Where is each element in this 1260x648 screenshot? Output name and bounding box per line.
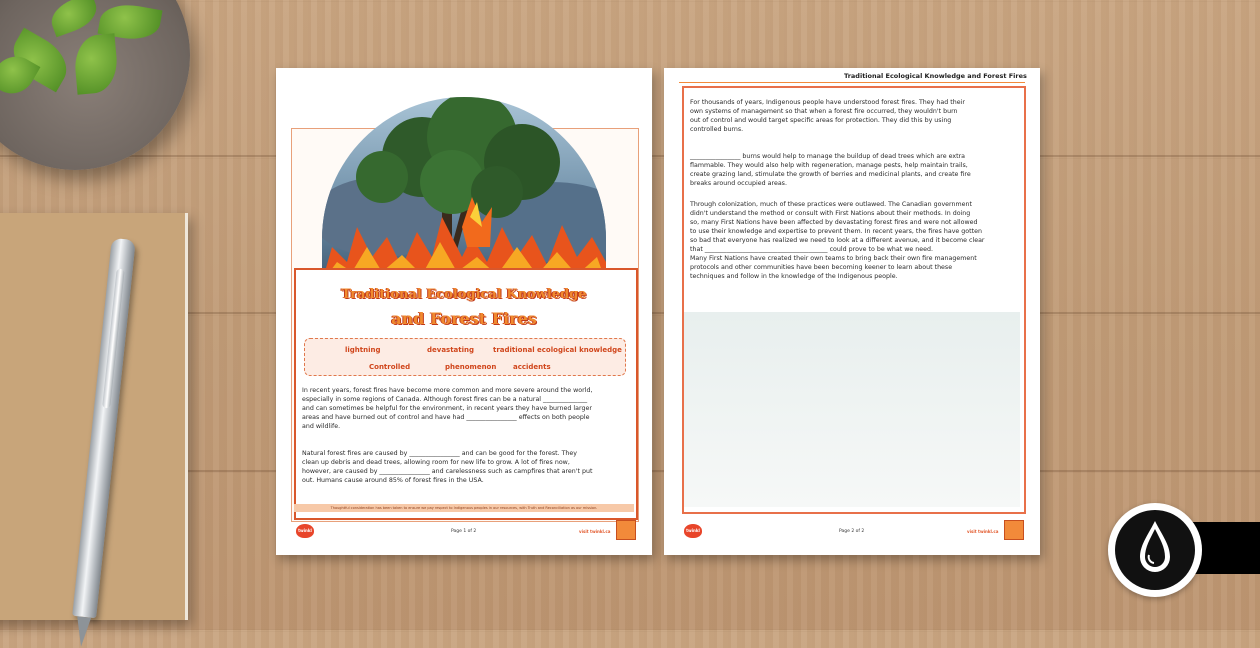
paragraph-2 [690,152,1020,188]
text-line: For thousands of years, Indigenous people have understood forest fires. They had their [690,99,965,106]
page-number: Page 1 of 2 [451,529,477,534]
paragraph-1 [690,98,1020,134]
ink-drop-badge [1108,503,1202,597]
text-line: however, are caused by ________________ and carelessness such as campfires that aren't put [302,468,593,475]
respect-note: Thoughtful consideration has been taken to ensure we pay respect to Indigenous peoples in our resources, with Truth and Reconciliation as our mission. [294,504,634,512]
website-url: visit twinkl.ca [967,529,999,534]
text-line: especially in some regions of Canada. Although forest fires can be a natural ______________ [302,396,588,403]
text-line: clean up debris and dead trees, allowing room for new life to grow. A lot of fires now, [302,459,570,466]
word-bank-item: Controlled [369,363,411,371]
text-line: and can sometimes be helpful for the environment, in recent years they have burned larger [302,405,592,412]
page-number: Page 2 of 2 [839,529,865,534]
word-bank-item: lightning [345,346,381,354]
text-line: Through colonization, much of these practices were outlawed. The Canadian government [690,201,972,208]
worksheet-page-2 [664,68,1040,555]
title-line-2: and Forest Fires [391,309,537,328]
page-header: Traditional Ecological Knowledge and Forest Fires [844,72,1027,80]
text-line: areas and have burned out of control and have had ________________ effects on both people [302,414,590,421]
forest-fire-illustration [322,97,606,282]
worksheet-page-1 [276,68,652,555]
title-line-1: Traditional Ecological Knowledge [341,287,587,302]
paragraph-1 [302,386,632,431]
header-rule [679,82,1025,83]
text-line: create grazing land, stimulate the growth of berries and medicinal plants, and create fire [690,171,971,178]
text-line: own systems of management so that when a forest fire occurred, they wouldn't burn [690,108,958,115]
blank-writing-area [684,312,1020,507]
paragraph-3 [690,200,1020,281]
text-line: controlled burns. [690,126,744,133]
badge-icon [616,520,636,540]
text-line: out of control and would target specific areas for protection. They did this by using [690,117,952,124]
text-line: ________________ burns would help to manage the buildup of dead trees which are extra [690,153,966,160]
text-line: out. Humans cause around 85% of forest fires in the USA. [302,477,484,484]
text-line: to use their knowledge and expertise to prevent them. In recent years, the fires have gotten [690,228,982,235]
text-line: Many First Nations have created their own teams to bring back their own fire management [690,255,977,262]
text-line: protocols and other communities have been becoming keener to learn about these [690,264,953,271]
text-line: flammable. They would also help with regeneration, manage pests, help maintain trails, [690,162,968,169]
word-bank-item: phenomenon [445,363,497,371]
text-line: didn't understand the method or consult with First Nations about their methods. In doing [690,210,971,217]
badge-icon [1004,520,1024,540]
twinkl-logo: twinkl [684,524,702,538]
text-line: that _______________________________________ could prove to be what we need. [690,246,933,253]
text-line: and wildlife. [302,423,341,430]
text-line: techniques and follow in the knowledge of the Indigenous people. [690,273,898,280]
twinkl-logo: twinkl [296,524,314,538]
website-url: visit twinkl.ca [579,529,611,534]
word-bank-item: traditional ecological knowledge [493,346,622,354]
text-line: In recent years, forest fires have become more common and more severe around the world, [302,387,593,394]
text-line: so, many First Nations have been affected by devastating forest fires and were not allowed [690,219,978,226]
paragraph-2 [302,449,632,485]
ink-drop-icon [1108,503,1202,597]
text-line: Natural forest fires are caused by ________________ and can be good for the forest. They [302,450,578,457]
word-bank [304,338,626,376]
text-line: breaks around occupied areas. [690,180,787,187]
text-line: so bad that everyone has realized we need to look at a different avenue, and it become clear [690,237,985,244]
word-bank-item: devastating [427,346,475,354]
pen-tip [74,616,91,647]
word-bank-item: accidents [513,363,551,371]
